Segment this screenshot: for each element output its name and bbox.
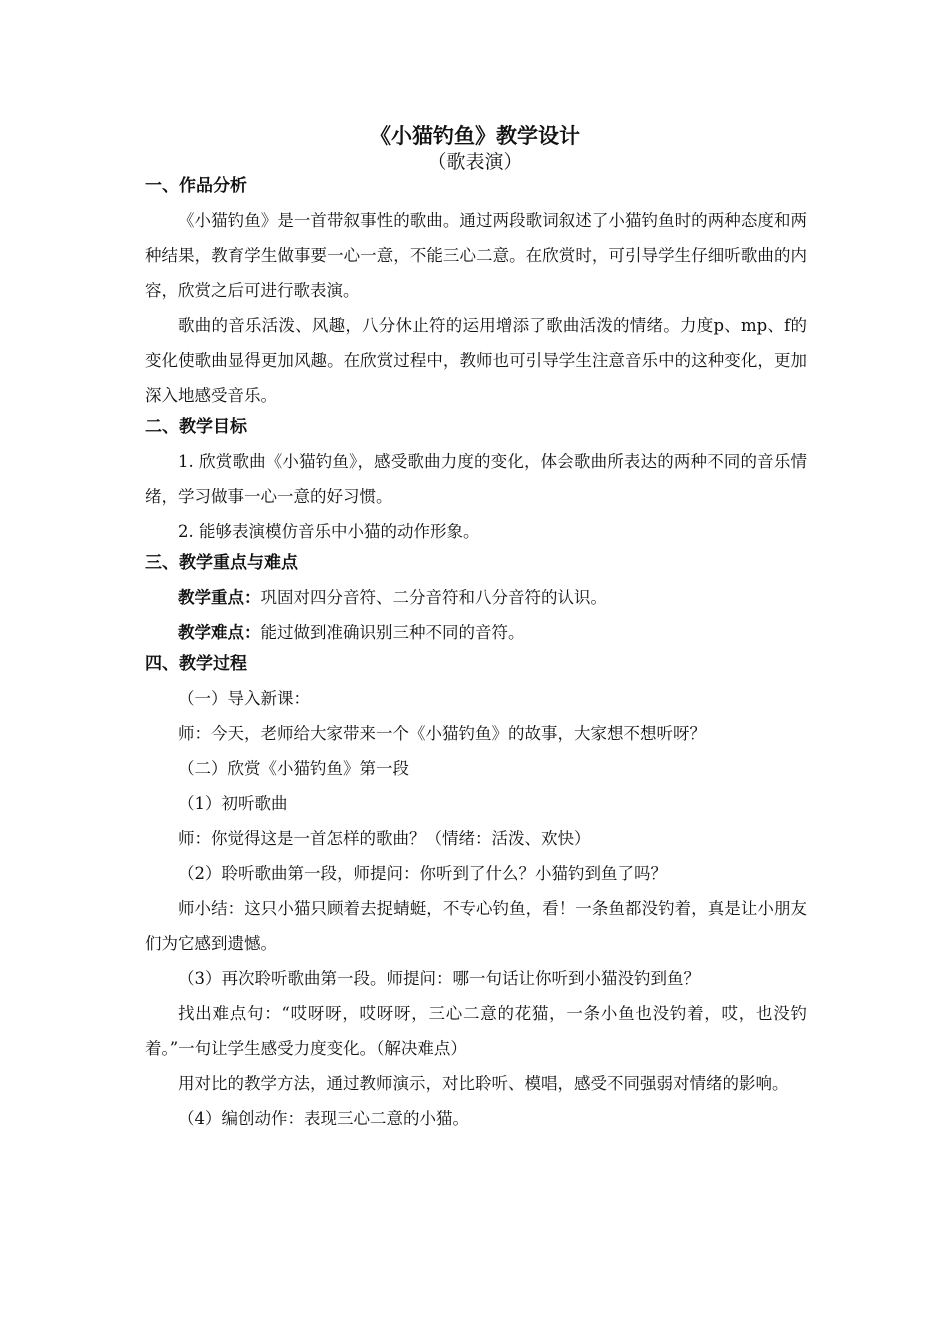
process-line: （一）导入新课： [178,689,310,708]
process-paragraph: 师小结：这只小猫只顾着去捉蜻蜓，不专心钓鱼，看！一条鱼都没钓着，真是让小朋友们为它感到遗憾。 [145,899,807,953]
process-line: （1）初听歌曲 [178,794,288,813]
section-heading-key-points: 三、教学重点与难点 [145,553,298,573]
section-heading-goals: 二、教学目标 [145,417,247,437]
document-title: 《小猫钓鱼》教学设计 [370,123,580,148]
document-body [145,174,807,1136]
process-line: （二）欣赏《小猫钓鱼》第一段 [178,759,409,778]
process-paragraph: 找出难点句：“哎呀呀，哎呀呀，三心二意的花猫，一条小鱼也没钓着，哎，也没钓着。”一句让学生感受力度变化。（解决难点） [145,1004,807,1058]
process-line: （3）再次聆听歌曲第一段。师提问：哪一句话让你听到小猫没钓到鱼？ [178,969,700,988]
goal-item-1: 1. 欣赏歌曲《小猫钓鱼》，感受歌曲力度的变化，体会歌曲所表达的两种不同的音乐情绪，学习做事一心一意的好习惯。 [145,452,807,506]
process-line: 师：今天，老师给大家带来一个《小猫钓鱼》的故事，大家想不想听呀？ [178,724,706,743]
difficulty-line [145,615,807,650]
difficulty-label: 教学难点： [178,623,261,642]
process-line: （2）聆听歌曲第一段，师提问：你听到了什么？小猫钓到鱼了吗？ [178,864,667,883]
process-line: （4）编创动作：表现三心二意的小猫。 [178,1109,469,1128]
section-heading-analysis: 一、作品分析 [145,176,247,196]
analysis-paragraph-1: 《小猫钓鱼》是一首带叙事性的歌曲。通过两段歌词叙述了小猫钓鱼时的两种态度和两种结果，教育学生做事要一心一意，不能三心二意。在欣赏时，可引导学生仔细听歌曲的内容，欣赏之后可进行歌表演。 [145,211,807,300]
goal-item-2: 2. 能够表演模仿音乐中小猫的动作形象。 [178,522,480,541]
key-point-label: 教学重点： [178,588,261,607]
process-paragraph: 用对比的教学方法，通过教师演示，对比聆听、模唱，感受不同强弱对情绪的影响。 [178,1074,789,1093]
document-subtitle: （歌表演） [427,151,523,173]
key-point-text: 巩固对四分音符、二分音符和八分音符的认识。 [260,588,607,607]
difficulty-text: 能过做到准确识别三种不同的音符。 [260,623,525,642]
section-heading-process: 四、教学过程 [145,654,247,674]
key-point-line [145,580,807,615]
process-line: 师：你觉得这是一首怎样的歌曲？（情绪：活泼、欢快） [178,829,591,848]
analysis-paragraph-2: 歌曲的音乐活泼、风趣，八分休止符的运用增添了歌曲活泼的情绪。力度p、mp、f的变化使歌曲显得更加风趣。在欣赏过程中，教师也可引导学生注意音乐中的这种变化，更加深入地感受音乐。 [145,316,807,405]
